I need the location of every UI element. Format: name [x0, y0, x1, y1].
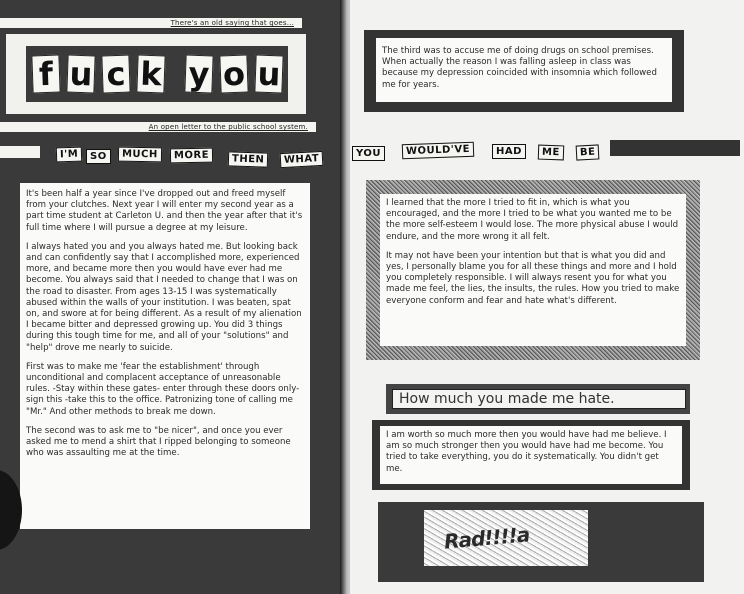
cutout-word: THEN [228, 151, 269, 167]
cutout-word: BE [576, 144, 600, 160]
title-letter: c [101, 55, 130, 94]
paragraph: It may not have been your intention but that is what you did and yes, I personally blame you for all these things and more and I hold you completely responsible. I will always resent you for what you made me feel, the lies, the insults, the rules. How you tried to make everyone conform and fear and hate what's different. [386, 250, 680, 306]
signature-frame [378, 502, 704, 582]
left-page [0, 0, 344, 594]
cutout-word: I'M [56, 147, 83, 163]
cutout-word: SO [86, 149, 111, 164]
title-letter: u [254, 55, 283, 94]
paragraph: It's been half a year since I've dropped out and freed myself from your clutches. Next year I will enter my second year as a part time student at Carleton U. and then the year after that it's full time where I will pursue a degree at my leisure. [26, 189, 303, 233]
signature: Rad!!!!a [443, 522, 531, 554]
top-box: The third was to accuse me of doing drugs on school premises. When actually the reason I was falling asleep in class was because my depression coincided with insomnia which followed me for years. [376, 38, 672, 102]
paragraph: I always hated you and you always hated me. But looking back and can confidently say that I accomplished more, experienced more, and became more then you would have ever had me become. You always said that I needed to change that I was on the road to disaster. From ages 13-15 I was systematically abused within the walls of your institution. I was beaten, spat on, and swore at for being different. As a result of my alienation I became bitter and depressed growing up. You did 3 things during this tough time for me, and all of your "solutions" and "help" drove me nearly to suicide. [26, 241, 302, 353]
paragraph: The second was to ask me to "be nicer", and once you ever asked me to mend a shirt that I ripped belonging to someone who was assaulting me at the time. [26, 425, 291, 459]
subtitle-strip: An open letter to the public school system. [0, 122, 316, 132]
title-letter: u [66, 55, 95, 94]
framed-box [380, 194, 686, 346]
title-box [6, 34, 306, 114]
cutout-word: HAD [492, 144, 526, 159]
cutout-band-right [610, 140, 740, 156]
right-page [350, 0, 744, 594]
intro-strip: There's an old saying that goes... [0, 18, 302, 28]
paragraph: First was to make me 'fear the establishment' through unconditional and complacent acceptance of unreasonable rules. -Stay within these gates- enter through these doors only- sign this -take this to the office. Patronizing tone of calling me "Mr." And other methods to break me down. [26, 361, 300, 417]
page-shadow-circle [0, 470, 22, 550]
title-letters [26, 46, 288, 102]
hate-banner-frame [386, 384, 690, 414]
paragraph: I learned that the more I tried to fit in, which is what you encouraged, and the more I tried to be what you wanted me to be the more self-esteem I would lose. The more physical abuse I would endure, and the more wrong it all felt. [386, 198, 679, 242]
closing-box: I am worth so much more then you would have had me believe. I am so much stronger then you would have had me become. You tried to take everything, you do it systematically. You didn't get me. [380, 426, 682, 484]
cutout-band-left [0, 146, 40, 158]
cutout-word: YOU [352, 146, 385, 161]
signature-panel [424, 510, 588, 566]
title-letter: y [184, 55, 213, 94]
cutout-word: WOULD'VE [402, 142, 474, 160]
cutout-word: MUCH [118, 147, 162, 163]
cutout-word: ME [538, 145, 564, 161]
cutout-word: WHAT [280, 151, 324, 168]
title-letter: o [219, 55, 248, 94]
cutout-word: MORE [170, 148, 213, 164]
hate-banner: How much you made me hate. [392, 389, 686, 409]
title-letter: k [136, 55, 165, 94]
title-letter: f [31, 55, 60, 94]
letter-body-left [20, 183, 310, 529]
